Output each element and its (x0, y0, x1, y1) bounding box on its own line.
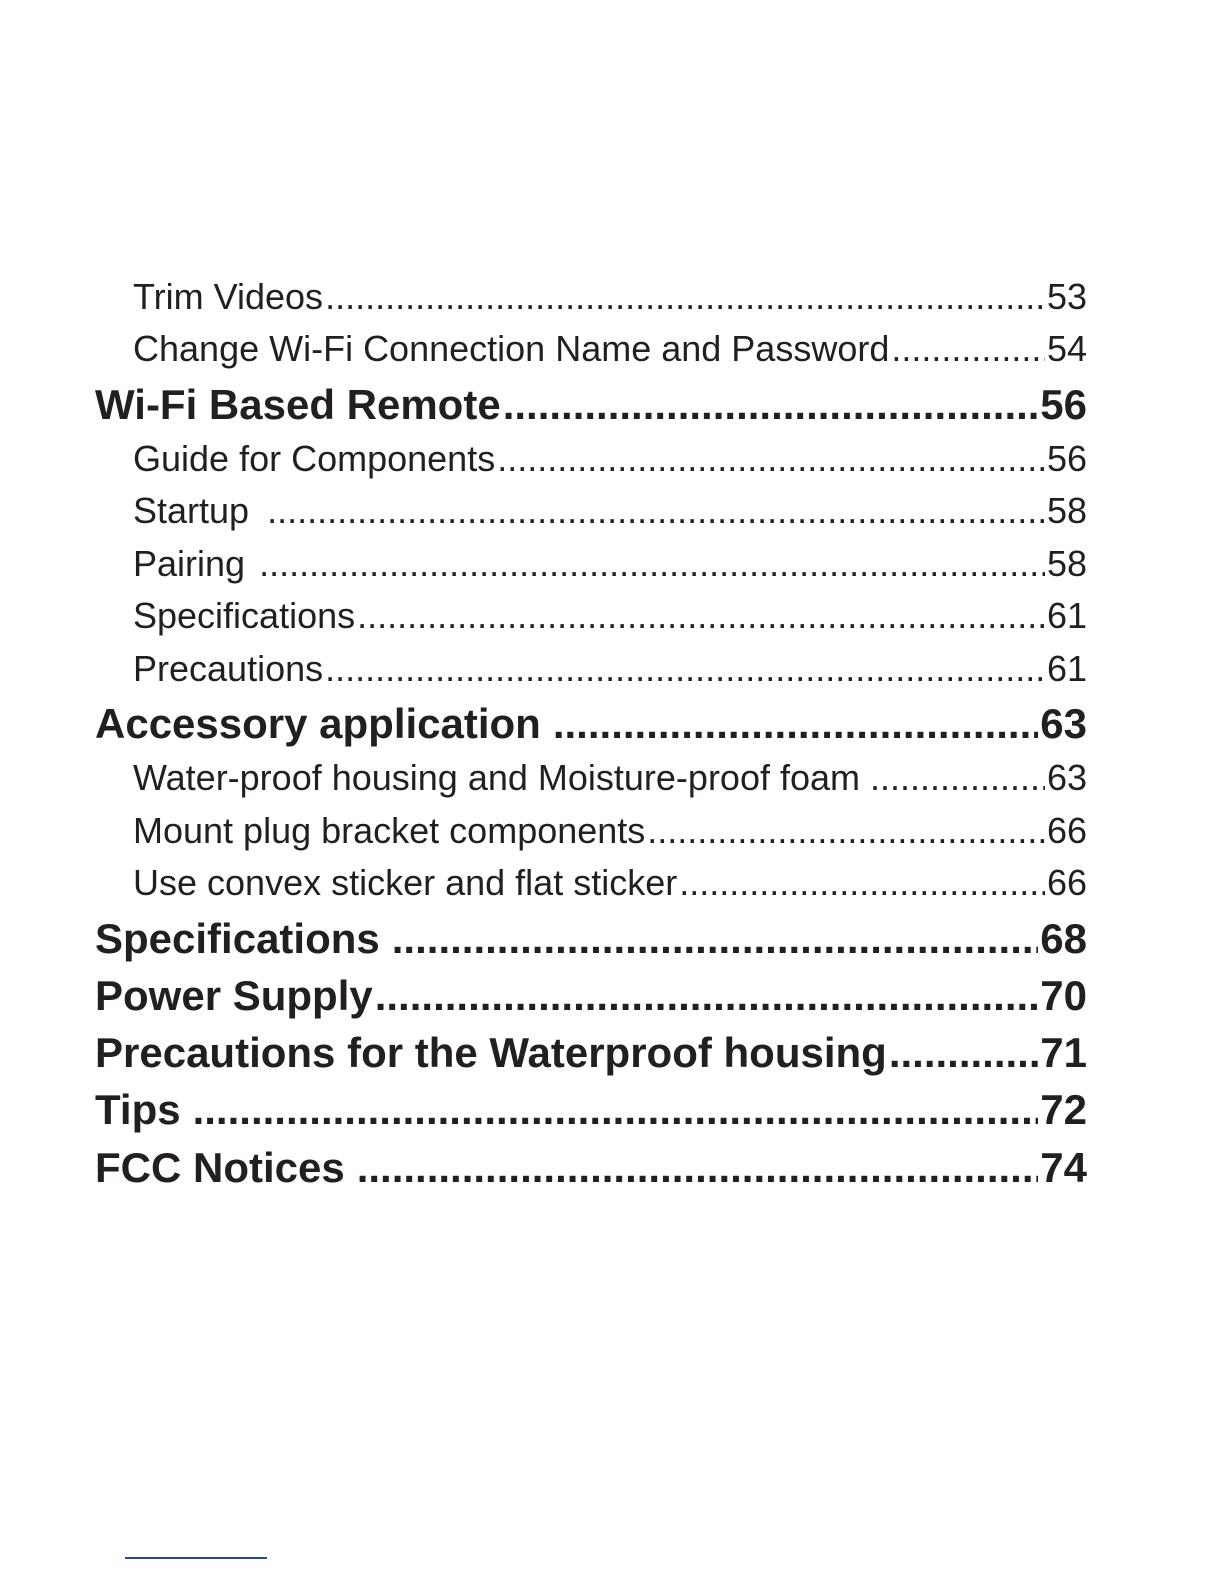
toc-entry-title: Pairing (133, 542, 246, 584)
toc-entry-trim-videos[interactable] (95, 271, 1087, 323)
dot-leader (679, 857, 1045, 909)
toc-section-page: 71 (1040, 1029, 1087, 1077)
toc-entry-title: Water-proof housing and Moisture-proof foam (133, 757, 861, 799)
toc-section-page: 68 (1040, 914, 1087, 962)
toc-entry-title: Specifications (133, 595, 356, 637)
dot-leader (870, 752, 1045, 804)
footer-rule (125, 1557, 267, 1559)
toc-entry-title: Startup (133, 490, 250, 532)
dot-leader (357, 590, 1045, 642)
toc-entry-remote-specifications[interactable] (95, 590, 1087, 642)
toc-entry-change-wifi[interactable] (95, 323, 1087, 375)
toc-entry-page: 56 (1046, 438, 1087, 480)
toc-section-page: 70 (1040, 971, 1087, 1019)
toc-entry-convex-sticker[interactable] (95, 857, 1087, 909)
toc-section-title: Specifications (95, 914, 380, 962)
dot-leader (325, 643, 1045, 695)
toc-section-page: 56 (1040, 380, 1087, 428)
toc-section-waterproof-precautions[interactable] (95, 1024, 1087, 1081)
toc-section-tips[interactable] (95, 1081, 1087, 1138)
dot-leader (503, 376, 1039, 433)
toc-entry-waterproof-housing[interactable] (95, 752, 1087, 804)
dot-leader (325, 271, 1045, 323)
toc-entry-title: Change Wi-Fi Connection Name and Password (133, 328, 890, 370)
toc-section-title: Precautions for the Waterproof housing (95, 1029, 887, 1077)
toc-entry-title: Guide for Components (133, 438, 496, 480)
toc-section-fcc-notices[interactable] (95, 1139, 1087, 1196)
dot-leader (647, 805, 1045, 857)
toc-entry-page: 61 (1046, 595, 1087, 637)
dot-leader (375, 967, 1039, 1024)
toc-section-page: 74 (1040, 1143, 1087, 1191)
dot-leader (392, 910, 1039, 967)
toc-entry-page: 66 (1046, 862, 1087, 904)
table-of-contents (95, 271, 1087, 1196)
dot-leader (267, 485, 1045, 537)
toc-entry-page: 53 (1046, 276, 1087, 317)
dot-leader (193, 1081, 1039, 1138)
dot-leader (357, 1139, 1039, 1196)
toc-entry-startup[interactable] (95, 485, 1087, 537)
dot-leader (553, 695, 1038, 752)
toc-entry-page: 54 (1046, 328, 1087, 370)
toc-section-title: Wi-Fi Based Remote (95, 380, 501, 428)
toc-section-title: Tips (95, 1086, 181, 1134)
dot-leader (891, 323, 1045, 375)
toc-section-specifications[interactable] (95, 910, 1087, 967)
toc-entry-title: Precautions (133, 647, 324, 689)
toc-entry-mount-plug-bracket[interactable] (95, 805, 1087, 857)
dot-leader (889, 1024, 1038, 1081)
toc-entry-page: 63 (1046, 757, 1087, 799)
toc-entry-page: 58 (1046, 542, 1087, 584)
toc-section-title: Accessory application (95, 700, 541, 748)
dot-leader (497, 433, 1045, 485)
toc-entry-page: 61 (1046, 647, 1087, 689)
toc-section-page: 72 (1040, 1086, 1087, 1134)
toc-section-accessory-application[interactable] (95, 695, 1087, 752)
toc-entry-guide-components[interactable] (95, 433, 1087, 485)
toc-entry-page: 66 (1046, 809, 1087, 851)
toc-entry-page: 58 (1046, 490, 1087, 532)
toc-entry-title: Use convex sticker and flat sticker (133, 862, 678, 904)
toc-section-page: 63 (1040, 700, 1087, 748)
toc-section-title: FCC Notices (95, 1143, 345, 1191)
toc-section-power-supply[interactable] (95, 967, 1087, 1024)
toc-entry-remote-precautions[interactable] (95, 643, 1087, 695)
toc-entry-title: Mount plug bracket components (133, 809, 646, 851)
toc-entry-title: Trim Videos (133, 276, 324, 317)
toc-section-wifi-remote[interactable] (95, 376, 1087, 433)
dot-leader (259, 538, 1045, 590)
toc-entry-pairing[interactable] (95, 538, 1087, 590)
toc-section-title: Power Supply (95, 971, 373, 1019)
